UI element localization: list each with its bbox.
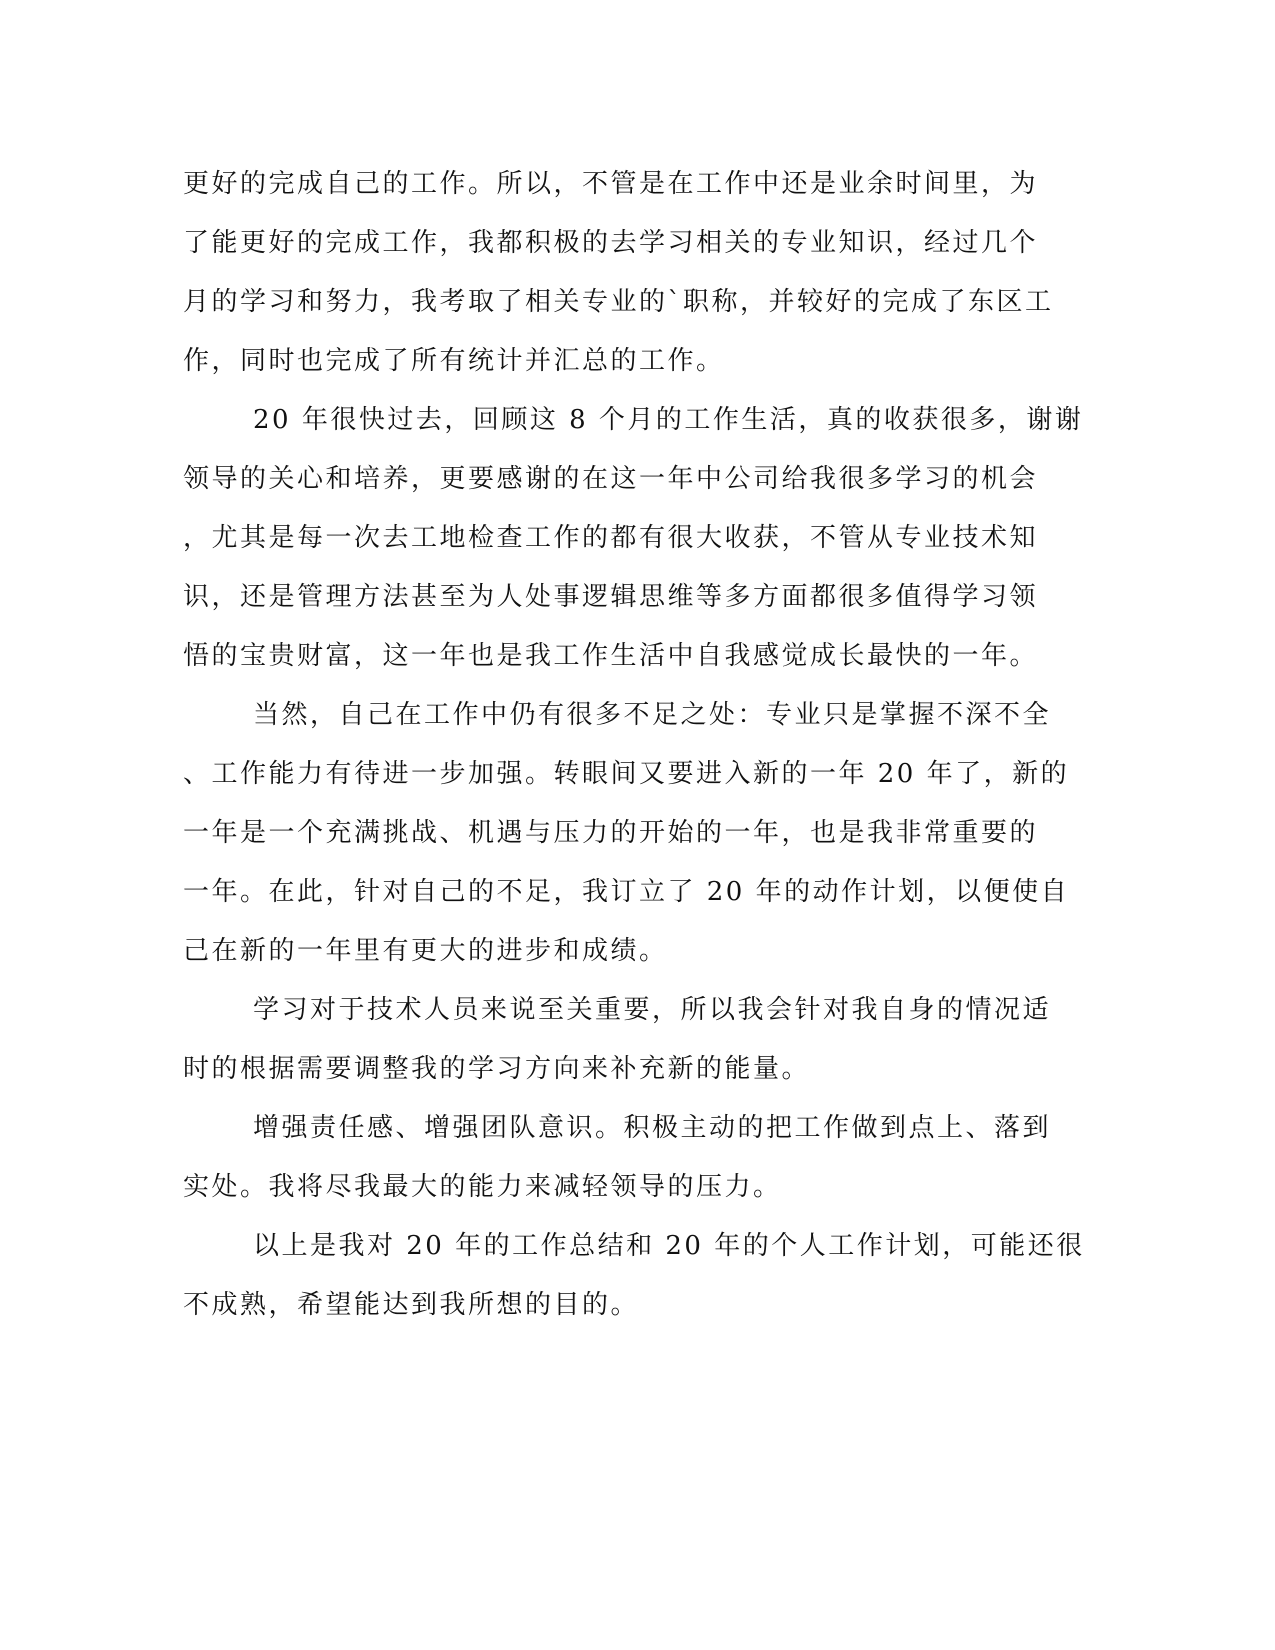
paragraph-line: 识，还是管理方法甚至为人处事逻辑思维等多方面都很多值得学习领 (183, 582, 1039, 612)
paragraph-line: 不成熟，希望能达到我所想的目的。 (183, 1290, 640, 1320)
paragraph-line: 时的根据需要调整我的学习方向来补充新的能量。 (183, 1054, 811, 1084)
paragraph-line: 己在新的一年里有更大的进步和成绩。 (183, 936, 668, 966)
paragraph-line: 作，同时也完成了所有统计并汇总的工作。 (183, 346, 725, 376)
paragraph-line: 以上是我对 20 年的工作总结和 20 年的个人工作计划，可能还很 (253, 1231, 1085, 1261)
paragraph-4 (183, 981, 1063, 1099)
paragraph-line: 20 年很快过去，回顾这 8 个月的工作生活，真的收获很多，谢谢 (253, 405, 1084, 435)
paragraph-line: 当然，自己在工作中仍有很多不足之处：专业只是掌握不深不全 (253, 700, 1052, 730)
paragraph-line: 领导的关心和培养，更要感谢的在这一年中公司给我很多学习的机会 (183, 464, 1039, 494)
paragraph-line: 悟的宝贵财富，这一年也是我工作生活中自我感觉成长最快的一年。 (183, 641, 1039, 671)
paragraph-line: 一年。在此，针对自己的不足，我订立了 20 年的动作计划，以便使自 (183, 877, 1070, 907)
paragraph-line: 更好的完成自己的工作。所以，不管是在工作中还是业余时间里，为 (183, 169, 1039, 199)
paragraph-6 (183, 1217, 1085, 1335)
paragraph-1 (183, 155, 1063, 391)
paragraph-line: ，尤其是每一次去工地检查工作的都有很大收获，不管从专业技术知 (183, 523, 1039, 553)
paragraph-line: 一年是一个充满挑战、机遇与压力的开始的一年，也是我非常重要的 (183, 818, 1039, 848)
paragraph-line: 学习对于技术人员来说至关重要，所以我会针对我自身的情况适 (253, 995, 1052, 1025)
paragraph-line: 了能更好的完成工作，我都积极的去学习相关的专业知识，经过几个 (183, 228, 1039, 258)
paragraph-line: 增强责任感、增强团队意识。积极主动的把工作做到点上、落到 (253, 1113, 1052, 1143)
paragraph-3 (183, 686, 1070, 981)
paragraph-5 (183, 1099, 1063, 1217)
paragraph-2 (183, 391, 1084, 686)
document-body (183, 155, 1085, 1335)
paragraph-line: 实处。我将尽我最大的能力来减轻领导的压力。 (183, 1172, 782, 1202)
paragraph-line: 、工作能力有待进一步加强。转眼间又要进入新的一年 20 年了，新的 (183, 759, 1070, 789)
paragraph-line: 月的学习和努力，我考取了相关专业的`职称，并较好的完成了东区工 (183, 287, 1054, 317)
